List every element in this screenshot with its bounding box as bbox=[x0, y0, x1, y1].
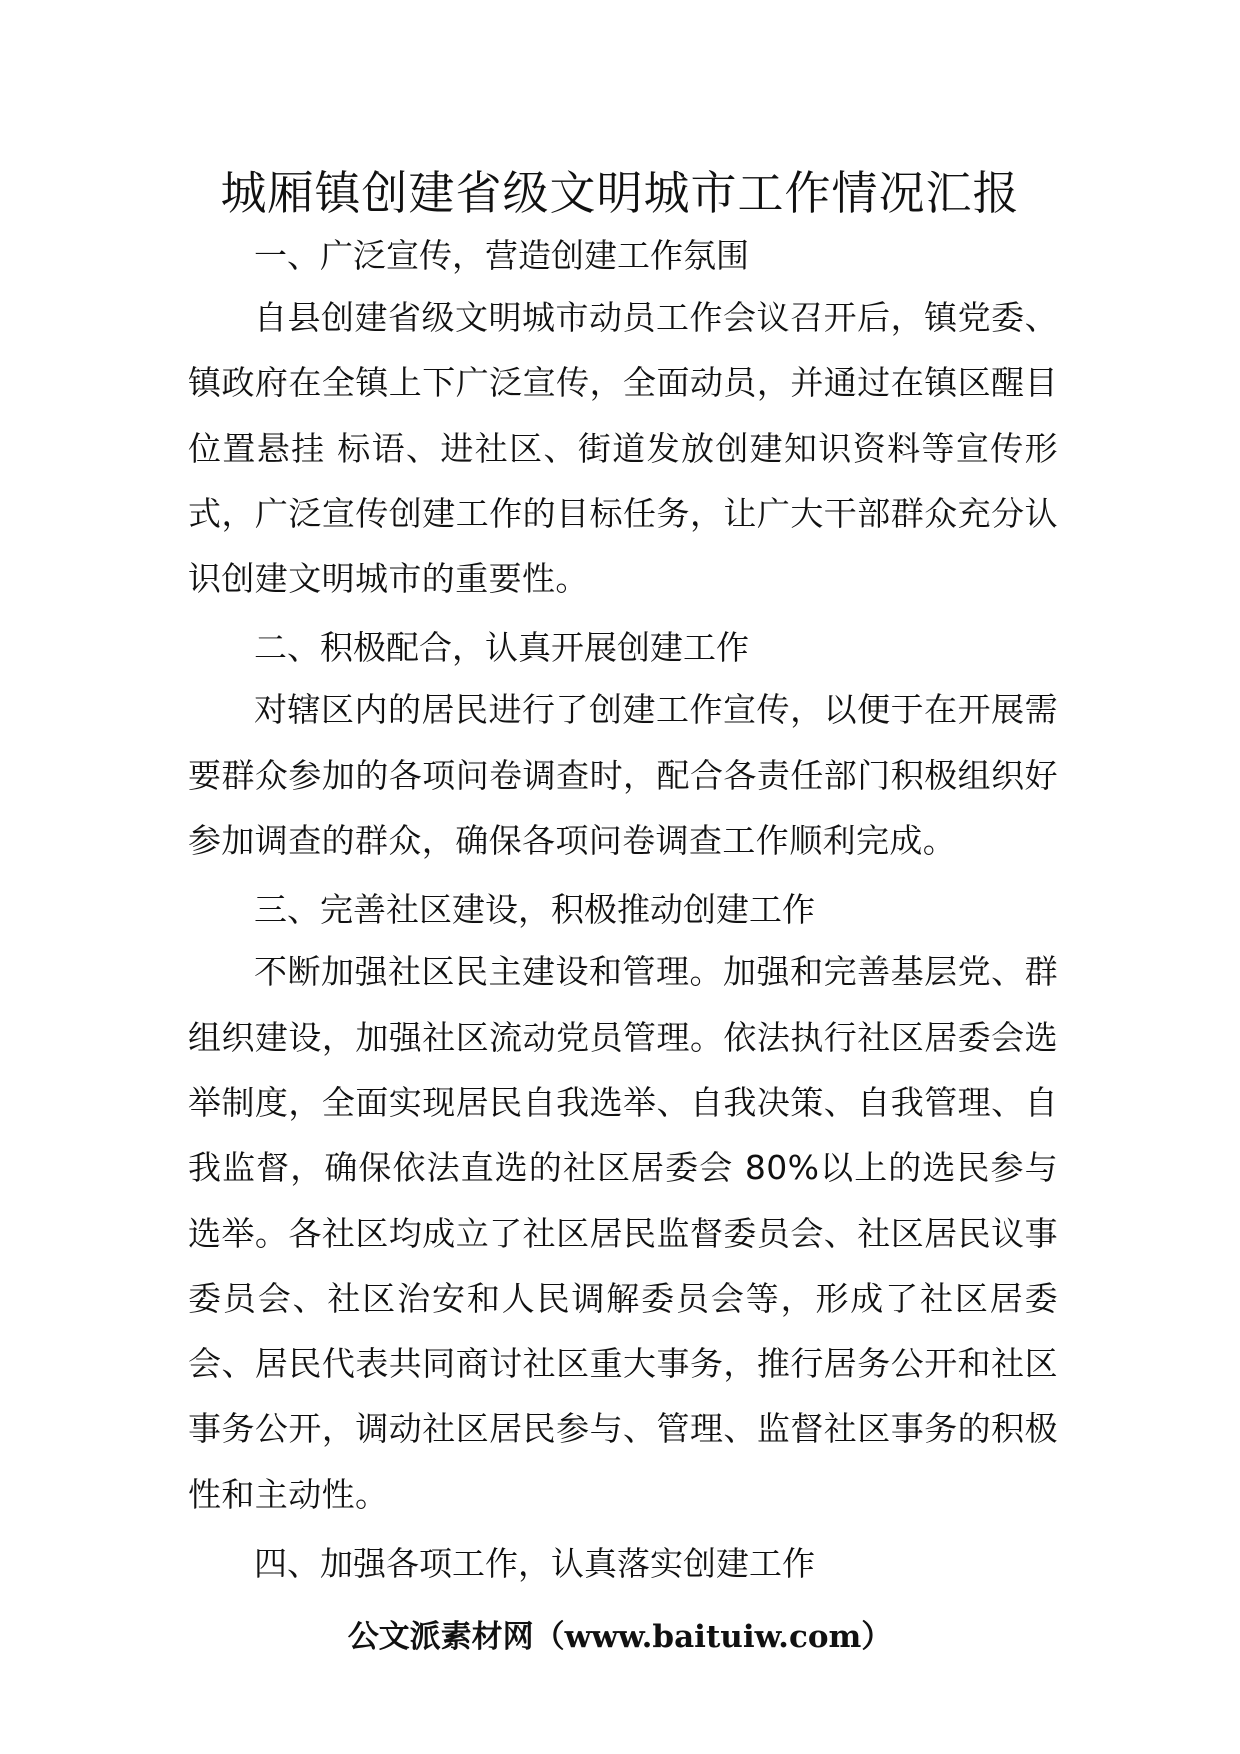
section-paragraph-2: 对辖区内的居民进行了创建工作宣传，以便于在开展需要群众参加的各项问卷调查时，配合各责任部门积极组织好参加调查的群众，确保各项问卷调查工作顺利完成。 bbox=[188, 690, 1058, 861]
section-heading-3: 三、完善社区建设，积极推动创建工作 bbox=[254, 890, 815, 930]
section-paragraph-3: 不断加强社区民主建设和管理。加强和完善基层党、群组织建设，加强社区流动党员管理。依法执行社区居委会选举制度，全面实现居民自我选举、自我决策、自我管理、自我监督，确保依法直选的社区居委会 80%以上的选民参与选举。各社区均成立了社区居民监督委员会、社区居民议事委员会、社区治安和人民调解委员会等，形成了社区居委会、居民代表共同商讨社区重大事务，推行居务公开和社区事务公开，调动社区居民参与、管理、监督社区事务的积极性和主动性。 bbox=[188, 952, 1058, 1514]
source-watermark-footer: 公文派素材网（www.baituiw.com） bbox=[347, 1619, 893, 1655]
document-title: 城厢镇创建省级文明城市工作情况汇报 bbox=[220, 166, 1020, 220]
section-heading-2: 二、积极配合，认真开展创建工作 bbox=[254, 628, 749, 668]
section-paragraph-1: 自县创建省级文明城市动员工作会议召开后，镇党委、镇政府在全镇上下广泛宣传，全面动员，并通过在镇区醒目位置悬挂 标语、进社区、街道发放创建知识资料等宣传形式，广泛宣传创建工作的目标任务，让广大干部群众充分认识创建文明城市的重要性。 bbox=[188, 298, 1058, 599]
document-body bbox=[188, 227, 1058, 1593]
section-heading-4: 四、加强各项工作，认真落实创建工作 bbox=[254, 1544, 815, 1584]
section-heading-1: 一、广泛宣传，营造创建工作氛围 bbox=[254, 236, 749, 275]
